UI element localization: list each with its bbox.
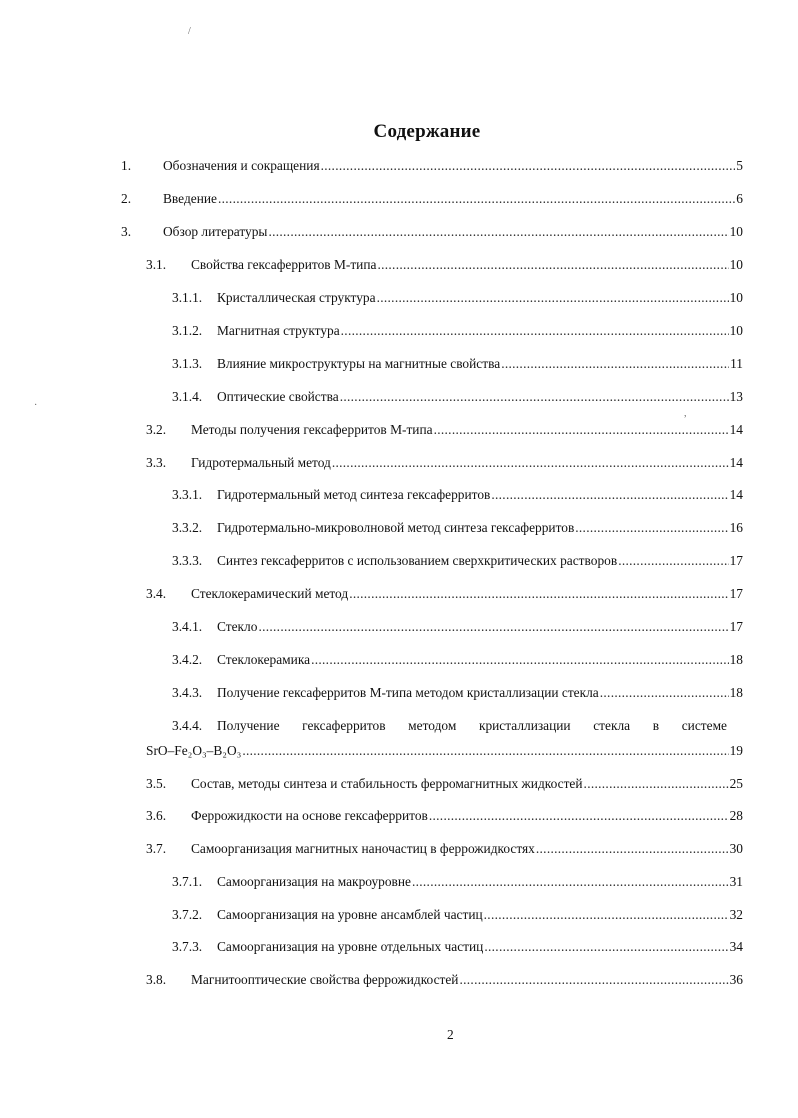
toc-entry-page: 28: [729, 808, 743, 823]
toc-entry-label: Получение гексаферритов М-типа методом кристаллизации стекла: [217, 685, 599, 700]
toc-entry-page: 34: [729, 939, 743, 954]
toc-entry-label: Магнитооптические свойства феррожидкостей: [191, 972, 459, 987]
toc-entry-page: 17: [729, 619, 743, 634]
toc-entry-number: 3.8.: [146, 972, 167, 987]
toc-entry: [172, 650, 743, 670]
toc-entry-page: 5: [736, 158, 743, 173]
toc-entry: [172, 617, 743, 637]
toc-entry-label: Стекло: [217, 619, 258, 634]
toc-leader-dots: [321, 156, 736, 176]
toc-entry-page: 6: [736, 191, 743, 206]
toc-entry-number: 3.1.1.: [172, 290, 203, 305]
toc-entry: [172, 551, 743, 571]
toc-entry-number: 3.4.3.: [172, 685, 203, 700]
scan-speck: ·: [34, 400, 38, 411]
toc-entry: [172, 354, 743, 374]
toc-entry-number: 3.1.2.: [172, 323, 203, 338]
toc-leader-dots: [575, 518, 728, 538]
toc-entry-label: Влияние микроструктуры на магнитные свойства: [217, 356, 501, 371]
toc-entry: [146, 839, 743, 859]
toc-entry: [172, 288, 743, 308]
toc-entry-page: 17: [729, 553, 743, 568]
toc-entry-number: 3.1.3.: [172, 356, 203, 371]
toc-entry: [121, 222, 743, 242]
toc-entry-number: 3.3.3.: [172, 553, 203, 568]
toc-entry-page: 16: [729, 520, 743, 535]
toc-entry: [146, 420, 743, 440]
toc-leader-dots: [429, 806, 729, 826]
toc-entry: [146, 255, 743, 275]
toc-leader-dots: [600, 683, 729, 703]
toc-leader-dots: [349, 584, 728, 604]
toc-entry-page: 14: [729, 455, 743, 470]
toc-entry-label: Получение гексаферритов методом кристаллизации стекла в системе: [217, 718, 727, 733]
toc-entry-page: 36: [729, 972, 743, 987]
toc-entry: [172, 683, 743, 703]
toc-entry-label: Свойства гексаферритов М-типа: [191, 257, 377, 272]
toc-leader-dots: [501, 354, 729, 374]
toc-entry-label: Стеклокерамика: [217, 652, 311, 667]
toc-entry: [172, 387, 743, 407]
toc-entry-number: 3.6.: [146, 808, 167, 823]
toc-leader-dots: [258, 617, 728, 637]
toc-entry-label: Оптические свойства: [217, 389, 339, 404]
toc-entry-label: Гидротермальный метод синтеза гексаферритов: [217, 487, 491, 502]
toc-entry-page: 30: [729, 841, 743, 856]
toc-entry-page: 10: [729, 257, 743, 272]
toc-entry-label: Магнитная структура: [217, 323, 340, 338]
toc-entry-label: Гидротермальный метод: [191, 455, 331, 470]
toc-leader-dots: [459, 970, 728, 990]
toc-entry-label: Методы получения гексаферритов М-типа: [191, 422, 433, 437]
toc-entry-page: 11: [730, 356, 743, 371]
toc-entry-wrapped-first-line: [172, 716, 727, 736]
toc-entry-label: Кристаллическая структура: [217, 290, 376, 305]
toc-entry-number: 3.4.1.: [172, 619, 203, 634]
toc-entry-page: 17: [729, 586, 743, 601]
toc-entry-page: 18: [729, 685, 743, 700]
toc-leader-dots: [536, 839, 729, 859]
toc-entry: [121, 189, 743, 209]
toc-entry: [146, 970, 743, 990]
toc-entry-number: 3.4.: [146, 586, 167, 601]
toc-entry-page: 19: [729, 743, 743, 758]
toc-leader-dots: [311, 650, 729, 670]
toc-entry-label: Самоорганизация магнитных наночастиц в феррожидкостях: [191, 841, 535, 856]
toc-entry-number: 3.7.1.: [172, 874, 203, 889]
toc-entry: [146, 806, 743, 826]
toc-entry: [146, 774, 743, 794]
toc-entry-number: 3.7.3.: [172, 939, 203, 954]
toc-entry: [121, 156, 743, 176]
toc-entry-label: Синтез гексаферритов с использованием сверхкритических растворов: [217, 553, 618, 568]
toc-entry-page: 32: [729, 907, 743, 922]
toc-entry-label: Самоорганизация на макроуровне: [217, 874, 411, 889]
toc-entry-number: 3.3.2.: [172, 520, 203, 535]
toc-entry: [146, 741, 743, 761]
toc-entry-label: Гидротермально-микроволновой метод синтеза гексаферритов: [217, 520, 575, 535]
toc-leader-dots: [484, 937, 728, 957]
toc-leader-dots: [491, 485, 728, 505]
page-title: Содержание: [373, 121, 481, 142]
toc-leader-dots: [242, 741, 728, 761]
toc-entry-number: 3.7.2.: [172, 907, 203, 922]
toc-leader-dots: [341, 321, 729, 341]
toc-entry-label: Состав, методы синтеза и стабильность ферромагнитных жидкостей: [191, 776, 583, 791]
toc-entry-number: 3.3.1.: [172, 487, 203, 502]
toc-entry-number: 2.: [121, 191, 132, 206]
toc-entry-label: Самоорганизация на уровне отдельных частиц: [217, 939, 484, 954]
toc-entry-label: Обзор литературы: [163, 224, 268, 239]
toc-entry-page: 31: [729, 874, 743, 889]
toc-leader-dots: [412, 872, 729, 892]
toc-leader-dots: [584, 774, 729, 794]
toc-entry-page: 13: [729, 389, 743, 404]
toc-entry: [146, 453, 743, 473]
toc-entry: [172, 518, 743, 538]
toc-entry-number: 3.3.: [146, 455, 167, 470]
scan-speck: /: [188, 26, 191, 37]
toc-entry-number: 3.1.: [146, 257, 167, 272]
toc-entry-number: 3.2.: [146, 422, 167, 437]
toc-leader-dots: [340, 387, 729, 407]
toc-leader-dots: [484, 905, 729, 925]
toc-entry-number: 3.4.4.: [172, 718, 203, 733]
toc-entry: [172, 905, 743, 925]
toc-leader-dots: [434, 420, 729, 440]
toc-entry-number: 3.1.4.: [172, 389, 203, 404]
toc-entry-label: Обозначения и сокращения: [163, 158, 320, 173]
toc-leader-dots: [377, 255, 728, 275]
toc-entry-label: Самоорганизация на уровне ансамблей частиц: [217, 907, 483, 922]
toc-entry-page: 18: [729, 652, 743, 667]
toc-entry-number: 3.4.2.: [172, 652, 203, 667]
toc-entry: [172, 485, 743, 505]
toc-entry-page: 25: [729, 776, 743, 791]
toc-leader-dots: [618, 551, 728, 571]
toc-entry-number: 1.: [121, 158, 132, 173]
toc-entry-number: 3.5.: [146, 776, 167, 791]
toc-entry: [146, 584, 743, 604]
toc-entry: [172, 937, 743, 957]
toc-entry-page: 14: [729, 422, 743, 437]
scan-speck: ,: [684, 408, 687, 419]
toc-entry: [172, 872, 743, 892]
toc-leader-dots: [377, 288, 729, 308]
toc-entry-label-continued: SrO–Fe₂O₃–B₂O₃: [146, 743, 242, 758]
toc-leader-dots: [268, 222, 728, 242]
toc-entry-label: Феррожидкости на основе гексаферритов: [191, 808, 428, 823]
toc-entry-label: Стеклокерамический метод: [191, 586, 349, 601]
toc-entry-page: 10: [729, 290, 743, 305]
toc-entry-label: Введение: [163, 191, 217, 206]
toc-entry-number: 3.: [121, 224, 132, 239]
page-number: 2: [447, 1027, 454, 1042]
toc-entry-page: 10: [729, 224, 743, 239]
toc-leader-dots: [218, 189, 735, 209]
toc-entry-page: 14: [729, 487, 743, 502]
toc-leader-dots: [332, 453, 729, 473]
toc-entry: [172, 321, 743, 341]
toc-entry-page: 10: [729, 323, 743, 338]
toc-entry-number: 3.7.: [146, 841, 167, 856]
